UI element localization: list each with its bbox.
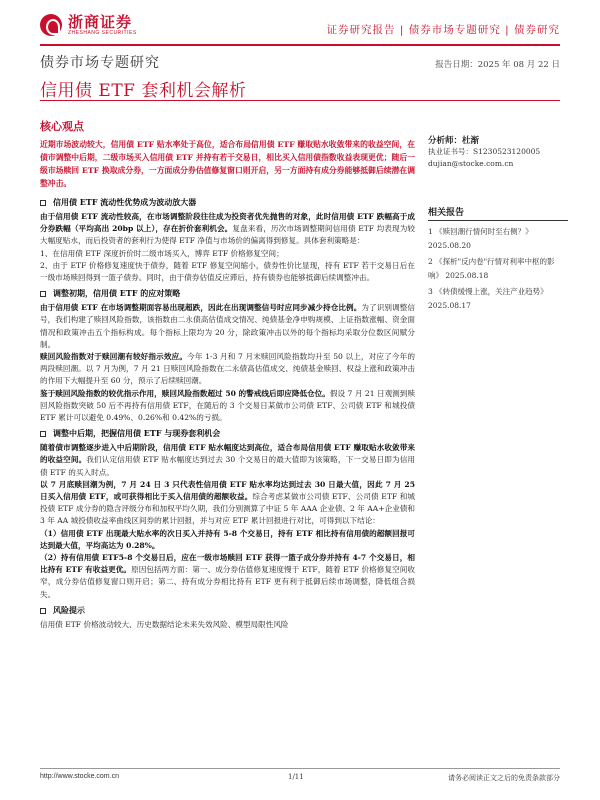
- footer-url[interactable]: http://www.stocke.com.cn: [40, 773, 119, 780]
- related-heading: 相关报告: [428, 205, 568, 221]
- section-heading: 调整初期，信用债 ETF 的应对策略: [40, 287, 415, 299]
- square-bullet-icon: [40, 608, 46, 614]
- paragraph: 由于信用债 ETF 流动性较高，在市场调整阶段往往成为投资者优先抛售的对象，此时信用债 ETF 跌幅高于成分券跌幅（平均高出 20bp 以上），存在折价套利机会。复盘来看，历次市场调整期间信用债 ETF 均表现为较大幅度贴水，而后投资者的套利行为使得 ETF 净值与市场价的偏离得到修复。具体套利策略是：: [40, 212, 416, 246]
- section-heading: 调整中后期，把握信用债 ETF 与现券套利机会: [40, 427, 415, 439]
- paragraph: 鉴于赎回风险指数的较优指示作用，赎回风险指数超过 50 的警戒线后即应降低仓位。假设 7 月 21 日观测到赎回风险指数突破 50 后不再持有信用债 ETF，在随后的 3 个交易日某做市公司债 ETF、公司债 ETF 和城投债 ETF 累计可以避免 0.49%、0.26%和 0.42%的亏损。: [40, 388, 415, 423]
- company-logo: [40, 14, 137, 36]
- page-title: 信用债 ETF 套利机会解析: [40, 81, 247, 101]
- logo-icon: [40, 14, 62, 36]
- sidebar: [428, 134, 568, 315]
- analyst-email[interactable]: dujian@stocke.com.cn: [428, 158, 514, 168]
- paragraph: 1、在信用债 ETF 深度折价时二级市场买入，博弈 ETF 价格修复空间；: [40, 248, 284, 258]
- paragraph: （2）持有信用债 ETF5-8 个交易日后，应在一级市场赎回 ETF 获得一篮子成分券并持有 4-7 个交易日，相比持有 ETF 有收益更优。原因包括两方面：第一、成分券估值修复速度慢于 ETF，随着 ETF 价格修复空间收窄，成分券估值修复窗口则开启；第二、持有成分券相比持有 ETF 更有利于抵御后续市场调整，降低组合损失。: [40, 553, 415, 599]
- paragraph: 以 7 月底赎回潮为例，7 月 24 日 3 只代表性信用债 ETF 贴水率均达到过去 30 日最大值，因此 7 月 25 日买入信用债 ETF，或可获得相比于买入信用债的超额收益。综合考虑某做市公司债 ETF、公司债 ETF 和城投债 ETF 成分券的隐含评级分布和加权平均久期，我们分别测算了中证 5 年 AAA 企业债、2 年 AA+企业债和 3 年 AA 城投债收益率曲线区间券的累计回报，并与对应 ETF 累计回报进行对比，可得到以下结论：: [40, 479, 415, 526]
- cert-number: 执业证书号：S1230523120005: [428, 147, 541, 156]
- related-report[interactable]: 1 《赎回潮行情何时至右侧？》 2025.08.20: [428, 227, 533, 250]
- footer-divider: [40, 768, 560, 769]
- paragraph: 由于信用债 ETF 在市场调整期面容易出现超跌，因此在出现调整信号时应同步减少持仓比例。为了识别调整信号，我们构建了赎回风险指数，该指数由二永债高估值成交情况、纯债基金净申购规模、上证指数涨幅、资金面情况和政策冲击五个指标构成。每个指标上限均为 20 分，除政策冲击以外的每个指标均采取分位数区间赋分制。: [40, 303, 416, 349]
- section-label: 债券市场专题研究: [40, 55, 160, 71]
- core-intro: 近期市场波动较大，信用债 ETF 贴水率处于高位，适合布局信用债 ETF 赚取贴水收敛带来的收益空间，在债市调整中后期，二级市场买入信用债 ETF 并持有若干交易日，相比买入信用债指数收益表现更优；随后一级市场赎回 ETF 换取成分券，一方面成分券估值修复窗口则开启，另一方面持有成分券能够抵御后续潜在调整冲击。: [40, 140, 415, 188]
- section-heading: 信用债 ETF 流动性优势成为波动放大器: [40, 196, 415, 208]
- paragraph: （1）信用债 ETF 出现最大贴水率的次日买入并持有 5-8 个交易日，持有 ETF 相比持有信用债的超额回报可达到最大值，平均高达为 0.28%。: [40, 528, 415, 550]
- logo-en: ZHESHANG SECURITIES: [68, 30, 137, 36]
- paragraph: 信用债 ETF 价格波动较大、历史数据结论未来失效风险、模型局限性风险: [40, 619, 289, 629]
- core-heading: 核心观点: [40, 120, 84, 133]
- related-report[interactable]: 3 《转债缓慢上涨，关注产业趋势》 2025.08.17: [428, 287, 548, 310]
- paragraph: 赎回风险指数对于赎回潮有较好指示效应。今年 1-3 月和 7 月末赎回风险指数均升至 50 以上，对应了今年的两段赎回潮。以 7 月为例，7 月 21 日赎回风险指数在二永债高估值成交、纯债基金赎回、权益上涨和政策冲击的作用下大幅提升至 60 分，预示了后续赎回潮。: [40, 352, 415, 386]
- section-heading: 风险提示: [40, 604, 415, 616]
- logo-cn: 浙商证券: [68, 13, 133, 31]
- related-report[interactable]: 2 《探析"反内卷"行情对利率中枢的影响》 2025.08.18: [428, 257, 555, 280]
- square-bullet-icon: [40, 291, 46, 297]
- title-divider: [40, 100, 560, 101]
- paragraph: 2、由于 ETF 价格修复速度快于债券，随着 ETF 修复空间缩小，债券性价比显现，持有 ETF 若干交易日后在一级市场赎回得到一篮子债券。同时，由于债券估值反应滞后，持有债券也能够抵御后续调整冲击。: [40, 260, 415, 283]
- main-content: [40, 118, 415, 631]
- top-nav: 证券研究报告 | 债券市场专题研究 | 债券研究: [326, 24, 560, 36]
- analyst-name: 分析师：杜渐: [428, 136, 480, 146]
- square-bullet-icon: [40, 200, 46, 206]
- square-bullet-icon: [40, 431, 46, 437]
- report-date: 报告日期：2025 年 08 月 22 日: [435, 60, 560, 70]
- header-divider: [40, 44, 560, 46]
- page-number: 1/11: [288, 773, 304, 781]
- paragraph: 随着债市调整逐步进入中后期阶段，信用债 ETF 贴水幅度达到高位，适合布局信用债 ETF 赚取贴水收敛带来的收益空间。我们认定信用债 ETF 贴水幅度达到过去 30 个交易日的最大值即为该策略，下一交易日即为信用债 ETF 的买入时点。: [40, 443, 415, 477]
- footer-disclaimer: 请务必阅读正文之后的免责条款部分: [448, 774, 560, 782]
